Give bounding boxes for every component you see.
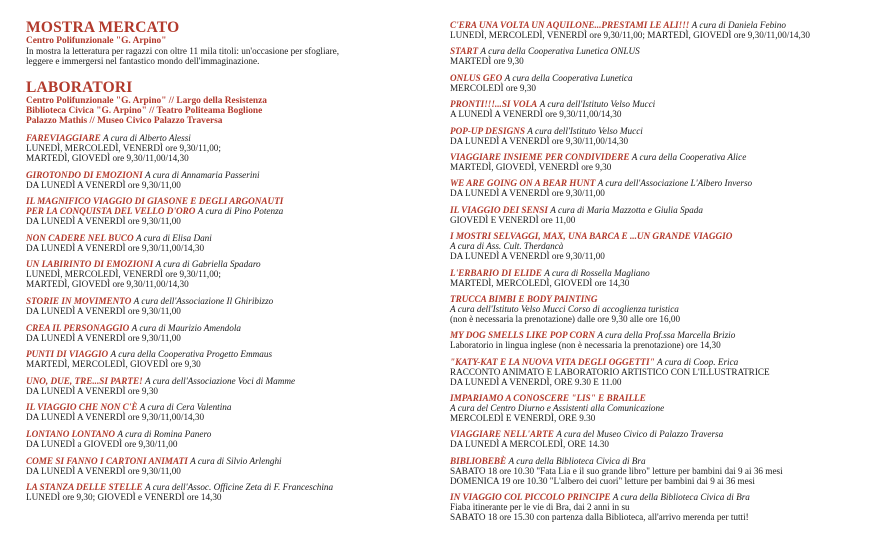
lab-title: TRUCCA BIMBI E BODY PAINTING: [450, 293, 598, 304]
lab-curator: A cura di Cera Valentina: [139, 402, 232, 413]
lab-title: WE ARE GOING ON A BEAR HUNT: [450, 178, 596, 189]
lab-schedule: DA LUNEDÌ A VENERDÌ ore 9,30/11,00: [26, 305, 181, 316]
lab-entry: [450, 268, 860, 288]
lab-entry: [450, 73, 860, 93]
lab-title: FAREVIAGGIARE: [26, 133, 101, 143]
lab-title: UN LABIRINTO DI EMOZIONI: [26, 259, 154, 270]
lab-entry-heading: [26, 233, 426, 243]
lab-schedule: MARTEDÌ, GIOVEDÌ ore 9,30/11,00/14,30: [26, 279, 189, 290]
lab-curator: A cura dell'Associazione Il Ghiribizzo: [133, 295, 274, 306]
lab-schedule: LUNEDÌ, MERCOLEDÌ, VENERDÌ ore 9,30/11,00;: [26, 143, 221, 153]
mostra-desc-1: In mostra la letteratura per ragazzi con oltre 11 mila titoli: un'occasione per sfogliare,: [26, 46, 340, 56]
lab-schedule: DA LUNEDÌ A VENERDÌ ore 9,30/11,00: [26, 465, 181, 476]
lab-entry: [26, 429, 426, 449]
lab-curator: A cura di Silvio Arlenghi: [190, 455, 282, 466]
lab-schedule: DA LUNEDÌ A VENERDÌ ore 9,30/11,00/14,30: [26, 412, 205, 423]
lab-schedule: SABATO 18 ore 15.30 con partenza dalla Biblioteca, all'arrivo merenda per tutti!: [450, 512, 749, 523]
lab-title: ONLUS GEO: [450, 72, 503, 83]
lab-schedule: DA LUNEDÌ A VENERDÌ ore 9,30: [26, 385, 159, 396]
lab-schedule: DA LUNEDÌ A VENERDÌ ore 9,30/11,00: [450, 188, 605, 199]
lab-title: UNO, DUE, TRE...SI PARTE!: [26, 375, 143, 386]
lab-schedule: DA LUNEDÌ A VENERDÌ ore 9,30/11,00: [450, 251, 605, 262]
lab-schedule: DA LUNEDÌ A VENERDÌ ore 9,30/11,00/14,30: [26, 242, 205, 253]
lab-entry: [450, 429, 860, 449]
lab-schedule: MARTEDÌ, GIOVEDÌ, VENERDÌ ore 9,30: [450, 161, 612, 172]
lab-entry-heading: [450, 357, 860, 367]
lab-title: IL MAGNIFICO VIAGGIO DI GIASONE E DEGLI ARGONAUTI: [26, 196, 284, 207]
lab-curator: A cura della Cooperativa Progetto Emmaus: [110, 349, 273, 360]
lab-title: "KATY-KAT E LA NUOVA VITA DEGLI OGGETTI": [450, 356, 655, 367]
lab-schedule: DA LUNEDÌ A MERCOLEDÌ, ORE 14.30: [450, 439, 609, 450]
lab-entry-heading: [450, 205, 860, 215]
lab-schedule: RACCONTO ANIMATO E LABORATORIO ARTISTICO CON L'ILLUSTRATRICE: [450, 366, 770, 377]
lab-entry: [450, 330, 860, 350]
lab-entry: [26, 402, 426, 422]
lab-entry: [450, 99, 860, 119]
lab-curator: A cura della Cooperativa Lunetica: [504, 72, 633, 83]
lab-curator: A cura di Alberto Alessi: [103, 133, 191, 143]
lab-title: BIBLIOBEBÈ: [450, 455, 507, 466]
lab-entry: [26, 133, 426, 163]
lab-curator: A cura dell'Associazione L'Albero Inverso: [597, 178, 753, 189]
lab-entry: [450, 178, 860, 198]
lab-curator: A cura dell'Istituto Velso Mucci: [539, 99, 656, 110]
lab-curator: A cura della Cooperativa Lunetica ONLUS: [480, 46, 640, 57]
lab-title: NON CADERE NEL BUCO: [26, 232, 134, 243]
lab-schedule: GIOVEDÌ E VENERDÌ ore 11,00: [450, 214, 576, 225]
lab-entry-heading: [450, 456, 860, 466]
lab-entry: [450, 20, 860, 40]
lab-title: IL VIAGGIO CHE NON C'È: [26, 402, 138, 413]
lab-entry: [26, 196, 426, 226]
lab-entry: [450, 357, 860, 387]
lab-title: IMPARIAMO A CONOSCERE "LIS" E BRAILLE: [450, 393, 646, 404]
lab-entry-heading: [450, 393, 860, 403]
lab-curator: A cura dell'Associazione Voci di Mamme: [145, 375, 296, 386]
lab-entry-heading: [450, 268, 860, 278]
lab-curator: A cura della Prof.ssa Marcella Brizio: [597, 330, 736, 341]
lab-schedule: Laboratorio in lingua inglese (non è necessaria la prenotazione) ore 14,30: [450, 340, 721, 351]
lab-entry: [26, 482, 426, 502]
lab-entry-heading: [26, 296, 426, 306]
lab-title: PUNTI DI VIAGGIO: [26, 349, 109, 360]
left-column: [26, 20, 426, 509]
lab-curator: A cura della Biblioteca Civica di Bra: [508, 455, 646, 466]
lab-title: LA STANZA DELLE STELLE: [26, 482, 143, 493]
mostra-desc-2: leggere e immergersi nel fantastico mondo dell'immaginazione.: [26, 56, 260, 66]
lab-curator: A cura di Romina Panero: [117, 428, 212, 439]
lab-curator-line: A cura dell'Istituto Velso Mucci Corso di accoglienza turistica: [450, 303, 679, 314]
lab-entry-heading: [450, 330, 860, 340]
lab-title: I MOSTRI SELVAGGI, MAX, UNA BARCA E ...UN GRANDE VIAGGIO: [450, 231, 733, 242]
lab-entry: [450, 294, 860, 324]
lab-schedule: A LUNEDÌ A VENERDÌ ore 9,30/11,00/14,30: [450, 109, 622, 120]
lab-entry: [26, 323, 426, 343]
lab-title: COME SI FANNO I CARTONI ANIMATI: [26, 455, 188, 466]
laboratori-venues-1: Centro Polifunzionale "G. Arpino" // Largo della Resistenza: [26, 96, 267, 106]
lab-title: C'ERA UNA VOLTA UN AQUILONE...PRESTAMI LE ALI!!!: [450, 20, 690, 30]
lab-schedule: LUNEDÌ, MERCOLEDÌ, VENERDÌ ore 9,30/11,00;: [26, 269, 221, 280]
lab-schedule: Fiaba itinerante per le vie di Bra, dai 2 anni in su: [450, 502, 630, 513]
lab-schedule: DA LUNEDÌ A VENERDÌ ore 9,30/11,00/14,30: [450, 135, 629, 146]
lab-entry: [450, 126, 860, 146]
lab-curator: A cura della Biblioteca Civica di Bra: [612, 492, 750, 503]
lab-schedule: DOMENICA 19 ore 10.30 "L'albero dei cuori" letture per bambini dai 9 ai 36 mesi: [450, 475, 755, 486]
right-entry-list: [450, 20, 860, 522]
laboratori-venues-2: Biblioteca Civica "G. Arpino" // Teatro Politeama Boglione: [26, 106, 263, 116]
lab-entry-heading: [26, 259, 426, 269]
lab-title: L'ERBARIO DI ELIDE: [450, 267, 542, 278]
lab-entry: [26, 233, 426, 253]
lab-title: LONTANO LONTANO: [26, 428, 116, 439]
lab-schedule: LUNEDÌ, MERCOLEDÌ, VENERDÌ ore 9,30/11,00; MARTEDÌ, GIOVEDÌ ore 9,30/11,00/14,30: [450, 30, 810, 40]
lab-entry: [26, 349, 426, 369]
lab-curator: A cura dell'Assoc. Officine Zeta di F. Franceschina: [144, 482, 334, 493]
lab-title: VIAGGIARE NELL'ARTE: [450, 429, 554, 440]
lab-title: IN VIAGGIO COL PICCOLO PRINCIPE: [450, 492, 611, 503]
lab-curator: A cura di Rossella Magliano: [544, 267, 650, 278]
lab-curator: A cura di Coop. Erica: [657, 356, 739, 367]
lab-title: STORIE IN MOVIMENTO: [26, 295, 132, 306]
lab-entry-heading: [26, 402, 426, 412]
lab-curator-line: A cura di Ass. Cult. Therdancà: [450, 241, 564, 252]
laboratori-title: LABORATORI: [26, 79, 133, 96]
right-column: [450, 20, 860, 529]
lab-schedule: MARTEDÌ, GIOVEDÌ ore 9,30/11,00/14,30: [26, 153, 189, 163]
lab-entry-heading: [26, 456, 426, 466]
lab-schedule: MERCOLEDÌ E VENERDÌ, ORE 9.30: [450, 413, 596, 424]
lab-curator: A cura di Gabriella Spadaro: [155, 259, 261, 270]
lab-entry: [26, 376, 426, 396]
lab-title: START: [450, 46, 479, 57]
lab-title: POP-UP DESIGNS: [450, 125, 525, 136]
lab-entry: [450, 393, 860, 423]
lab-curator: A cura dell'Istituto Velso Mucci: [527, 125, 643, 136]
mostra-venue: Centro Polifunzionale "G. Arpino": [26, 36, 167, 46]
lab-title-2: PER LA CONQUISTA DEL VELLO D'ORO: [26, 206, 196, 217]
lab-title: IL VIAGGIO DEI SENSI: [450, 204, 548, 215]
lab-entry: [26, 456, 426, 476]
mostra-title: MOSTRA MERCATO: [26, 19, 180, 36]
lab-entry-heading: [26, 482, 426, 492]
lab-curator: A cura di Pino Potenza: [197, 206, 284, 217]
lab-schedule: DA LUNEDÌ A VENERDÌ ore 9,30/11,00: [26, 179, 181, 190]
lab-curator: A cura di Maurizio Amendola: [131, 322, 242, 333]
lab-entry-heading: [450, 73, 860, 83]
lab-schedule: DA LUNEDÌ A VENERDÌ ore 9,30/11,00: [26, 216, 181, 227]
lab-title: PRONTI!!!...SI VOLA: [450, 99, 538, 110]
lab-entry-heading: [450, 429, 860, 439]
lab-schedule: SABATO 18 ore 10.30 "Fata Lia e il suo grande libro" letture per bambini dai 9 ai 36 mesi: [450, 465, 783, 476]
lab-curator: A cura di Elisa Dani: [135, 232, 212, 243]
lab-title: GIROTONDO DI EMOZIONI: [26, 169, 143, 180]
lab-entry-heading: [450, 126, 860, 136]
lab-entry-heading: [26, 349, 426, 359]
lab-schedule: MARTEDÌ ore 9,30: [450, 56, 524, 67]
lab-entry: [450, 456, 860, 486]
lab-title: VIAGGIARE INSIEME PER CONDIVIDERE: [450, 151, 630, 162]
lab-schedule: LUNEDÌ ore 9,30; GIOVEDÌ e VENERDÌ ore 14,30: [26, 492, 222, 503]
lab-entry-heading: [26, 170, 426, 180]
lab-entry-heading: [26, 323, 426, 333]
lab-schedule: MERCOLEDÌ ore 9,30: [450, 82, 536, 93]
lab-schedule: DA LUNEDÌ A VENERDÌ ore 9,30/11,00: [26, 332, 181, 343]
lab-entry: [26, 296, 426, 316]
lab-entry-heading: [26, 133, 426, 143]
lab-title: CREA IL PERSONAGGIO: [26, 322, 130, 333]
lab-curator: A cura di Daniela Febino: [691, 20, 786, 30]
lab-curator: A cura del Museo Civico di Palazzo Traversa: [556, 429, 724, 440]
lab-entry: [26, 170, 426, 190]
lab-entry-heading: [26, 196, 426, 206]
lab-entry-heading: [450, 152, 860, 162]
lab-curator: A cura della Cooperativa Alice: [631, 151, 747, 162]
lab-entry-heading: [450, 99, 860, 109]
lab-entry-heading: [450, 46, 860, 56]
lab-entry-heading: [450, 492, 860, 502]
laboratori-venues-3: Palazzo Mathis // Museo Civico Palazzo Traversa: [26, 116, 223, 126]
left-entry-list: [26, 133, 426, 502]
lab-schedule: MARTEDÌ, MERCOLEDÌ, GIOVEDÌ ore 14,30: [450, 277, 630, 288]
lab-entry-heading: [450, 20, 860, 30]
lab-entry-heading: [26, 429, 426, 439]
lab-entry: [450, 152, 860, 172]
lab-entry: [450, 231, 860, 261]
lab-entry: [26, 259, 426, 289]
lab-entry-heading: [450, 231, 860, 241]
lab-curator: A cura di Maria Mazzotta e Giulia Spada: [550, 204, 703, 215]
lab-entry-heading: [450, 178, 860, 188]
lab-curator: A cura di Annamaria Passerini: [145, 169, 260, 180]
lab-entry: [450, 46, 860, 66]
lab-schedule: DA LUNEDÌ a GIOVEDÌ ore 9,30/11,00: [26, 438, 178, 449]
lab-schedule: (non è necessaria la prenotazione) dalle ore 9,30 alle ore 16,00: [450, 313, 681, 324]
lab-curator-line: A cura del Centro Diurno e Assistenti alla Comunicazione: [450, 403, 665, 414]
lab-entry-heading: [26, 376, 426, 386]
lab-schedule: MARTEDÌ, MERCOLEDÌ, GIOVEDÌ ore 9,30: [26, 359, 201, 370]
lab-entry: [450, 205, 860, 225]
lab-title: MY DOG SMELLS LIKE POP CORN: [450, 330, 596, 341]
lab-entry-heading: [450, 294, 860, 304]
lab-schedule: DA LUNEDÌ A VENERDÌ, ORE 9.30 E 11.00: [450, 376, 622, 387]
lab-entry-heading-2: [26, 206, 426, 216]
lab-entry: [450, 492, 860, 522]
